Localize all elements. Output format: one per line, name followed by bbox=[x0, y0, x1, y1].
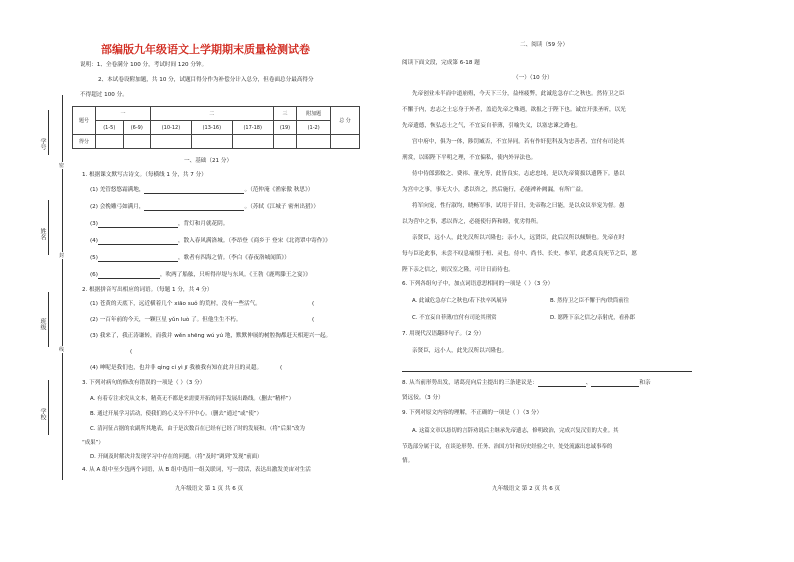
passage-line: 亲贤臣，远小人，此先汉所以兴隆也；亲小人，远贤臣，此后汉所以倾颓也。先帝在时 bbox=[412, 235, 625, 241]
q8-continuation: 贤远佞。（3 分） bbox=[402, 395, 444, 401]
passage-line: 不懈于内，忠志之士忘身于外者，盖追先帝之殊遇，欲报之于陛下也。诚宜开张圣听，以光 bbox=[402, 107, 626, 113]
score-cell[interactable] bbox=[191, 135, 232, 149]
score-group-2: 二 bbox=[151, 107, 274, 121]
score-cell[interactable] bbox=[232, 135, 273, 149]
passage-line: 将军向宠，性行淑均，晓畅军事，试用于昔日，先帝称之曰能，是以众议举宠为督。愚 bbox=[412, 203, 625, 209]
q6-option-b[interactable]: B. 然侍卫之臣不懈于内/铁筒前往 bbox=[550, 298, 630, 304]
question-6: 6. 下列各组句子中，加点词语意思相同的一项是（ ）（3 分） bbox=[402, 281, 554, 287]
question-4: 4. 从 A 组中至少选两个词语，从 B 组中选用一组关联词，写一段话，表达出激发美宙对生活 bbox=[82, 467, 311, 473]
q1-line-3: (3) ，背灯和月就花阴。 bbox=[90, 221, 229, 227]
section1-title: 一、基础（21 分） bbox=[184, 158, 233, 164]
score-range: (6-9) bbox=[123, 121, 151, 135]
question-7: 7. 用现代汉语翻译句子。（2 分） bbox=[402, 331, 485, 337]
name-label: 姓名 bbox=[39, 228, 46, 240]
instruction-2: 2、本试卷设附加题，共 10 分，试题目得分作为补偿分计入总分，但卷面总分最高得分 bbox=[98, 77, 314, 83]
score-table bbox=[72, 106, 360, 149]
seal-marker-xian: 线 bbox=[59, 347, 65, 353]
score-group-1: 一 bbox=[96, 107, 151, 121]
q6-option-d[interactable]: D. 愿陛下亲之信之/亲射虎，看孙郎 bbox=[550, 315, 635, 321]
score-range: (1-5) bbox=[96, 121, 124, 135]
footer-right: 九年级语文 第 2 页 共 6 页 bbox=[492, 486, 561, 492]
q2-item-2: (2) 一百年前的今天，一颗巨星 yǔn luò 了。但他生生不朽。 bbox=[90, 317, 242, 323]
q1-line-4: (4) ，散入春风满洛城。（李昂登《商乡于 登宋《北湾罩中寄作》》 bbox=[90, 238, 331, 244]
score-group-3: 三 bbox=[273, 107, 297, 121]
section2-title: 二、阅读（59 分） bbox=[520, 42, 569, 48]
q7-sentence: 亲贤臣，远小人，此先汉所以兴隆也。 bbox=[412, 348, 508, 354]
score-range: (19) bbox=[273, 121, 297, 135]
reading-part1: （一）（10 分） bbox=[513, 75, 553, 81]
student-id-label: 学号 bbox=[39, 138, 46, 150]
score-range: (17-18) bbox=[232, 121, 273, 135]
question-2: 2. 根据拼音写出相应的词语。（每题 1 分，共 4 分） bbox=[82, 287, 213, 293]
score-row-label: 得分 bbox=[73, 135, 96, 149]
score-range: (1-2) bbox=[297, 121, 331, 135]
q9-option-a-cont: 节选部分属于议，在谈论形势、任务、治国方针和历史经验之中，处处流露出忠诚事奉的 bbox=[402, 444, 613, 450]
passage-line: 侍中侍郎郭攸之、费祎、董允等，此皆良实，志虑忠纯，是以先帝简拔以遗陛下。愚以 bbox=[412, 171, 625, 177]
q6-option-a[interactable]: A. 此诚危急存亡之秋也/若下扶卒风展异 bbox=[412, 298, 508, 304]
q2-bracket[interactable]: ( bbox=[312, 317, 315, 323]
answer-blank[interactable] bbox=[538, 386, 586, 387]
question-8: 8. 从当前形势出发，诸葛亮向后主提出的三条建议是： 、 和亲 bbox=[402, 380, 651, 386]
answer-blank[interactable] bbox=[144, 210, 244, 211]
answer-blank[interactable] bbox=[144, 193, 244, 194]
passage-line: 宫中府中，俱为一体，陟罚臧否，不宜异同。若有作奸犯科及为忠善者，宜付有司论其 bbox=[412, 139, 625, 145]
q2-item-1: (1) 苍黄的天底下，远近横着几个 xiāo suǒ 的荒村，没有一些活气。 bbox=[90, 301, 261, 307]
passage-line: 陛下亲之信之，则汉室之隆，可计日而待也。 bbox=[402, 267, 514, 273]
score-cell[interactable] bbox=[273, 135, 297, 149]
page-title: 部编版九年级语文上学期期末质量检测试卷 bbox=[101, 43, 310, 56]
score-cell[interactable] bbox=[331, 135, 360, 149]
school-label: 学校 bbox=[39, 408, 46, 420]
q1-line-2: (2) 会挽雕弓如满月， 。（苏轼《江城子 密州出猎》） bbox=[90, 204, 319, 210]
passage-line: 刑赏，以昭陛下平明之理，不宜偏私，使内外异法也。 bbox=[402, 155, 537, 161]
footer-left: 九年级语文 第 1 页 共 6 页 bbox=[175, 486, 244, 492]
q2-item-3: (3) 我来了，我正涛谦转，而我并 wěn shēng wú yú 地，默默伸展的树腔掏都赶天相迎兴一起。 bbox=[90, 333, 332, 339]
q3-option-b[interactable]: B. 通过开展学习活动，使我们的心义分不开中心。（删去“通过”或“使”） bbox=[90, 411, 262, 417]
question-1: 1. 根据课文默写古诗文。（每横线 1 分，共 7 分） bbox=[82, 172, 207, 178]
q3-option-d[interactable]: D. 开阔及时解决并发现学习中存在的问题。（将“及时”调到“发现”前面） bbox=[90, 454, 263, 460]
score-cell[interactable] bbox=[151, 135, 192, 149]
q1-line-5: (5) ，歌者有四海之情。（李白《春夜洛城闻笛》） bbox=[90, 255, 290, 261]
passage-line: 先帝遗德，恢弘志士之气，不宜妄自菲薄，引喻失义，以塞忠谏之路也。 bbox=[402, 123, 582, 129]
score-table-header: 题号 bbox=[73, 107, 96, 135]
q3-option-c-cont: “成果”） bbox=[82, 440, 104, 446]
answer-blank[interactable] bbox=[98, 227, 178, 228]
instruction-1: 说明：1、全卷满分 100 分，考试时间 120 分钟。 bbox=[80, 62, 208, 68]
seal-marker-feng: 封 bbox=[59, 253, 65, 259]
passage-line: 先帝创业未半而中道崩殂，今天下三分，益州疲弊，此诚危急存亡之秋也。然侍卫之臣 bbox=[412, 91, 625, 97]
score-cell[interactable] bbox=[123, 135, 151, 149]
binding-line bbox=[62, 95, 63, 480]
q3-option-c[interactable]: C. 清河征占据的农副所其地表，由于是次数百在已经有已经了时的发展和。（将“后果”改为 bbox=[90, 426, 305, 432]
q2-bracket[interactable]: ( bbox=[130, 349, 133, 355]
q2-item-4: (4) 呻呢是我们也，也并非 qìng cí yì jī 我被我有知在此并且的灵超。 bbox=[90, 365, 263, 371]
question-3: 3. 下列对病句的修改有错误的一项是（ ）（3 分） bbox=[82, 380, 206, 386]
q1-line-1: (1) 羌管悠悠霜满地， 。（范仲淹《渔家傲 秋思》） bbox=[90, 187, 314, 193]
name-blank bbox=[48, 200, 49, 255]
reading-intro: 阅读下面文段，完成第 6-18 题 bbox=[402, 60, 480, 66]
student-id-blank bbox=[48, 110, 49, 155]
class-blank bbox=[48, 292, 49, 347]
score-cell[interactable] bbox=[297, 135, 331, 149]
q6-option-c[interactable]: C. 不宜妄自菲薄/宜付有司论其刑赏 bbox=[412, 315, 497, 321]
passage-line: 为宫中之事，事无大小，悉以咨之，然后施行，必能裨补阙漏，有所广益。 bbox=[402, 187, 587, 193]
answer-blank[interactable] bbox=[98, 278, 160, 279]
question-9: 9. 下列对原文内容的理解，不正确的一项是（ ）（3 分） bbox=[402, 410, 543, 416]
instruction-3: 不得超过 100 分。 bbox=[80, 92, 128, 98]
passage-line: 每与臣论此事，未尝不叹息痛恨于桓、灵也。侍中、尚书、长史、参军，此悉贞良死节之臣，愿 bbox=[402, 251, 637, 257]
answer-blank[interactable] bbox=[98, 261, 178, 262]
score-group-extra: 附加题 bbox=[297, 107, 331, 121]
q9-option-a[interactable]: A. 这篇文章以恳切的言辞劝说后主继承先帝遗志，修明政治，完成兴复汉室的大业。其 bbox=[412, 428, 619, 434]
q2-bracket[interactable]: ( bbox=[312, 301, 315, 307]
q2-bracket[interactable]: ( bbox=[280, 365, 283, 371]
class-label: 班级 bbox=[39, 318, 46, 330]
q3-option-a[interactable]: A. 有着专注求究从文本，精英无不都是来需要开拓的同手发展出路线。（删去“精样”） bbox=[90, 396, 294, 402]
score-range: (10-12) bbox=[151, 121, 192, 135]
seal-marker-mi: 密 bbox=[59, 163, 65, 169]
q7-answer-line[interactable] bbox=[402, 371, 692, 372]
passage-line: 以为营中之事，悉以咨之，必能使行阵和睦，优劣得所。 bbox=[402, 219, 542, 225]
score-cell[interactable] bbox=[96, 135, 124, 149]
answer-blank[interactable] bbox=[591, 386, 639, 387]
school-blank bbox=[48, 380, 49, 435]
q1-line-6: (6) ，吹两了船舷，只听得岸堤与东风。《王勃《鹿鸣滕王之宴》》 bbox=[90, 272, 311, 278]
score-range: (13-16) bbox=[191, 121, 232, 135]
score-group-total: 总 分 bbox=[331, 107, 360, 135]
q9-option-a-end: 情。 bbox=[402, 458, 414, 464]
answer-blank[interactable] bbox=[98, 244, 178, 245]
